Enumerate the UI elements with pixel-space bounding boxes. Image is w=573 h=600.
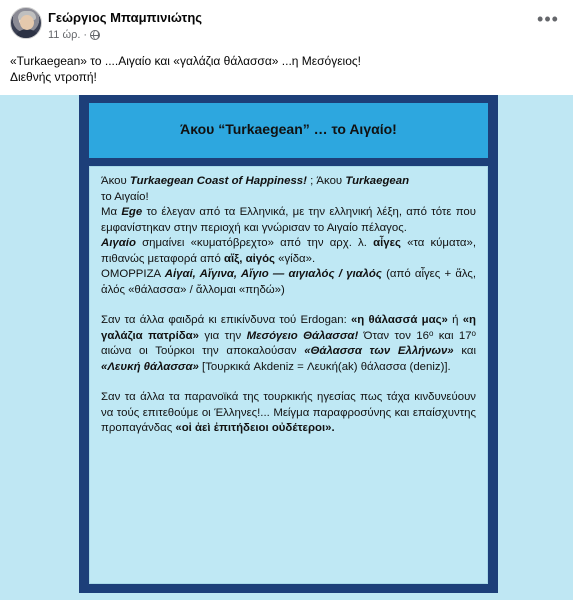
p3-c: αἶγες <box>373 237 401 249</box>
p5-l: «Λευκή θάλασσα» <box>101 360 199 373</box>
p5-e: για την <box>199 329 247 342</box>
p5-h: και 17 <box>433 329 472 342</box>
paragraph-1 <box>101 174 476 205</box>
p4-a: ΟΜΟΡΡΙΖΑ <box>101 268 165 280</box>
p1-e: το Αιγαίο! <box>101 190 149 203</box>
p5-a: Σαν τα άλλα φαιδρά κι επικίνδυνα τού Erdogan: <box>101 314 351 326</box>
p1-c: ; Άκου <box>306 175 346 187</box>
p3-f: «γίδα». <box>274 252 316 265</box>
paragraph-6 <box>101 390 476 437</box>
avatar-suit <box>13 29 41 39</box>
post-meta <box>48 29 100 41</box>
p1-b: Turkaegean Coast of Happiness! <box>129 175 307 187</box>
p3-d: «τα κύματα», πιθανώς μεταφορά από <box>101 237 476 265</box>
post-image[interactable] <box>0 95 573 600</box>
post-text-line-2: Διεθνής ντροπή! <box>10 70 97 84</box>
paragraph-3 <box>101 236 476 267</box>
p5-g: Όταν τον 16 <box>358 329 429 342</box>
p5-f: Μεσόγειο Θάλασσα! <box>246 329 359 342</box>
spacer <box>101 298 476 313</box>
post-time[interactable]: 11 ώρ. <box>48 29 81 41</box>
p6-a: Σαν τα άλλα τα παρανοϊκά της τουρκικής ηγεσίας πως τάχα κινδυνεύουν να τούς επιτεθούμε οι Έλληνες!... Μείγμα παραφροσύνης και επαίσχυντης προπαγάνδας <box>101 391 476 434</box>
p6-b: «οἱ ἀεὶ ἐπιτήδειοι οὐδέτεροι». <box>175 422 335 434</box>
paragraph-2 <box>101 205 476 236</box>
post-text-line-1: «Turkaegean» το ....Αιγαίο και «γαλάζια θάλασσα» ...η Μεσόγειος! <box>10 54 362 68</box>
paragraph-5 <box>101 313 476 375</box>
p5-m: [Τουρκικά Akdeniz = Λευκή(ak) θάλασσα (deniz)]. <box>198 360 451 373</box>
p3-e: αἴξ, αἰγός <box>224 252 275 265</box>
p2-a: Μα <box>101 206 122 218</box>
p4-c: (από αἶγες + ἅλς, ἁλός «θάλασσα» / ἅλλομαι «πηδώ») <box>101 268 477 296</box>
image-banner <box>89 103 488 158</box>
p5-j: «Θάλασσα των Ελλήνων» <box>304 345 454 357</box>
avatar-face <box>20 15 34 30</box>
p5-b: «η θάλασσά μας» <box>350 314 448 326</box>
p2-b: Ege <box>121 206 143 218</box>
globe-icon[interactable] <box>90 30 100 40</box>
post-text <box>10 53 565 85</box>
p3-a: Αιγαίο <box>101 237 136 249</box>
post-header <box>0 0 573 46</box>
p4-b: Αἰγαί, Αἴγινα, Αἴγιο — αιγιαλός / γιαλός <box>164 268 382 280</box>
p2-c: το έλεγαν από τα Ελληνικά, με την ελληνική λέξη, από τότε που εμφανίστηκαν στην περιοχή και γνώρισαν το Αιγαίο πέλαγος. <box>101 206 476 234</box>
p5-k: και <box>453 345 476 357</box>
p5-i: αιώνα οι Τούρκοι την αποκαλούσαν <box>101 345 305 357</box>
banner-title: Άκου “Turkaegean” … το Αιγαίο! <box>180 120 397 137</box>
p5-d: «η γαλάζια πατρίδα» <box>101 314 476 342</box>
image-text-box <box>89 166 488 584</box>
p1-a: Άκου <box>101 175 130 187</box>
more-options-icon[interactable]: ••• <box>537 9 559 29</box>
spacer <box>101 375 476 390</box>
avatar[interactable] <box>10 7 42 39</box>
p5-h-sup: ο <box>471 328 476 338</box>
paragraph-4 <box>101 267 476 298</box>
author-name[interactable]: Γεώργιος Μπαμπινιώτης <box>48 10 203 25</box>
p3-b: σημαίνει «κυματόβρεχτο» από την αρχ. λ. <box>135 237 374 249</box>
p1-d: Turkaegean <box>345 175 410 187</box>
meta-separator: · <box>83 29 88 41</box>
p5-g-sup: ο <box>428 328 434 338</box>
p5-c: ή <box>447 314 463 326</box>
